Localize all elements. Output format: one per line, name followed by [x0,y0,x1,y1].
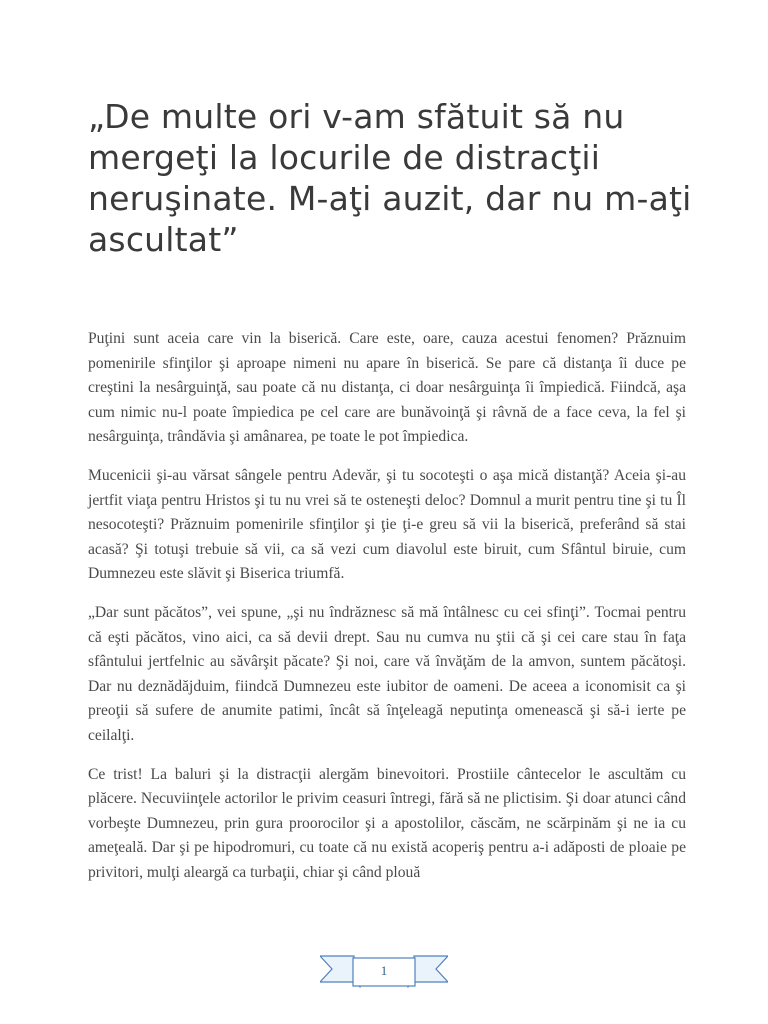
paragraph-2: Mucenicii şi-au vărsat sângele pentru Adevăr, şi tu socoteşti o aşa mică distanţă? Aceia şi-au jertfit viaţa pentru Hristos şi tu nu vrei să te osteneşti deloc? Domnul a murit pentru tine şi tu Îl nesocoteşti? Prăznuim pomenirile sfinţilor şi ţie ţi-e greu să vii la biserică, preferând să stai acasă? Şi totuşi trebuie să vii, ca să vezi cum diavolul este biruit, cum Sfântul biruie, cum Dumnezeu este slăvit şi Biserica triumfă. [88,466,686,583]
paragraph-1: Puţini sunt aceia care vin la biserică. Care este, oare, cauza acestui fenomen? Prăznuim pomenirile sfinţilor şi aproape nimeni nu apare în biserică. Se pare că distanţa îi duce pe creştini la nesârguinţă, sau poate că nu distanţa, ci doar nesârguinţa îi împiedică. Fiindcă, aşa cum nimic nu-l poate împiedica pe cel care are bunăvoinţă şi râvnă de a face ceva, la fel şi nesârguinţa, trândăvia şi amânarea, pe toate le pot împiedica. [88,330,686,446]
page-number-banner [320,950,448,992]
document-title: „De multe ori v-am sfătuit să nu mergeţi la locurile de distracţii neruşinate. M-aţi auzit, dar nu m-aţi ascultat” [88,97,692,259]
paragraph-4: Ce trist! La baluri şi la distracţii alergăm binevoitori. Prostiile cântecelor le ascultăm cu plăcere. Necuviinţele actorilor le privim ceasuri întregi, fără să ne plictisim. Şi doar atunci când vorbeşte Dumnezeu, prin gura proorocilor şi a apostolilor, căscăm, ne scărpinăm şi ne ia cu ameţeală. Dar şi pe hipodromuri, cu toate că nu există acoperiş pentru a-i adăposti de ploaie pe privitori, mulţi aleargă ca turbaţii, chiar şi când plouă [88,765,686,881]
page-number: 1 [380,963,388,978]
document-body [88,327,686,885]
paragraph-3: „Dar sunt păcătos”, vei spune, „şi nu îndrăznesc să mă întâlnesc cu cei sfinţi”. Tocmai pentru că eşti păcătos, vino aici, ca să devii drept. Sau nu cumva nu ştii că şi cei care stau în faţa sfântului jertfelnic au săvârşit păcate? Şi noi, care vă învăţăm de la amvon, suntem păcătoşi. Dar nu deznădăjduim, fiindcă Dumnezeu este iubitor de oameni. De aceea a iconomisit ca şi preoţii să sufere de anumite patimi, încât să înţeleagă neputinţa omenească şi să-i ierte pe ceilalţi. [88,603,686,744]
